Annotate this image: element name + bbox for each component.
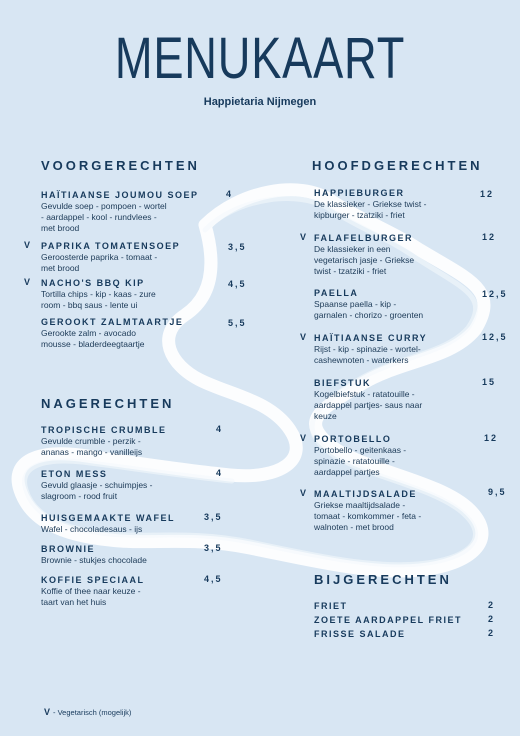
dish-description: Gevulde soep - pompoen - wortel - aardappel - kool - rundvlees - met brood: [41, 201, 167, 233]
side-dish-name: FRISSE SALADE: [314, 629, 406, 639]
section-heading-voorgerechten: VOORGERECHTEN: [41, 158, 200, 173]
dish-name: GEROOKT ZALMTAARTJE: [41, 317, 184, 327]
dish-price: 4,5: [228, 279, 247, 289]
section-heading-bijgerechten: BIJGERECHTEN: [314, 572, 452, 587]
side-dish-name: FRIET: [314, 601, 348, 611]
dish-price: 4: [216, 468, 224, 478]
dish-price: 4,5: [204, 574, 223, 584]
dish-description: Gevulde crumble - perzik - ananas - mango - vanilleijs: [41, 436, 143, 457]
dish-price: 12: [484, 433, 499, 443]
menu-item: [41, 240, 180, 274]
dish-name: FALAFELBURGER: [314, 233, 413, 243]
dish-price: 12: [480, 189, 495, 199]
dish-description: Wafel - chocoladesaus - ijs: [41, 524, 143, 534]
dish-name: NACHO'S BBQ KIP: [41, 278, 145, 288]
dish-name: PAELLA: [314, 288, 359, 298]
menu-item: [41, 316, 183, 350]
vegetarian-mark: V: [300, 332, 307, 342]
dish-name: PAPRIKA TOMATENSOEP: [41, 241, 181, 251]
dish-description: Gerookte zalm - avocado mousse - bladerdeegtaartje: [41, 328, 145, 349]
dish-name: BROWNIE: [41, 544, 95, 554]
dish-price: 15: [482, 377, 497, 387]
dish-name: HUISGEMAAKTE WAFEL: [41, 513, 175, 523]
dish-name: MAALTIJDSALADE: [314, 489, 417, 499]
dish-description: Brownie - stukjes chocolade: [41, 555, 147, 565]
menu-item: [41, 543, 147, 566]
dish-description: Kogelbiefstuk - ratatouille - aardappel partjes- saus naar keuze: [314, 389, 423, 421]
dish-description: Portobello - geitenkaas - spinazie - ratatouille - aardappel partjes: [314, 445, 407, 477]
menu-item: [314, 332, 427, 366]
dish-name: KOFFIE SPECIAAL: [41, 575, 145, 585]
menu-item: [41, 468, 153, 502]
vegetarian-mark: V: [300, 488, 307, 498]
vegetarian-mark: V: [300, 433, 307, 443]
legend-footer: [44, 707, 131, 717]
vegetarian-mark: V: [24, 277, 31, 287]
dish-description: Rijst - kip - spinazie - wortel- cashewnoten - waterkers: [314, 344, 421, 365]
dish-name: HAPPIEBURGER: [314, 188, 405, 198]
menu-item: [314, 488, 421, 533]
dish-description: De klassieker - Griekse twist - kipburger - tzatziki - friet: [314, 199, 427, 220]
vegetarian-legend-text: - Vegetarisch (mogelijk): [53, 708, 132, 717]
section-heading-hoofdgerechten: HOOFDGERECHTEN: [312, 158, 483, 173]
dish-name: ETON MESS: [41, 469, 108, 479]
dish-description: Tortilla chips - kip - kaas - zure room - bbq saus - lente ui: [41, 289, 156, 310]
dish-price: 2: [488, 628, 496, 638]
menu-item: [41, 424, 167, 458]
dish-description: Geroosterde paprika - tomaat - met brood: [41, 252, 158, 273]
vegetarian-mark: V: [24, 240, 31, 250]
dish-price: 2: [488, 600, 496, 610]
dish-name: HAÏTIAANSE CURRY: [314, 333, 428, 343]
dish-price: 3,5: [204, 543, 223, 553]
side-dish-name: ZOETE AARDAPPEL FRIET: [314, 615, 463, 625]
dish-price: 2: [488, 614, 496, 624]
dish-name: TROPISCHE CRUMBLE: [41, 425, 167, 435]
menu-item: [314, 187, 426, 221]
section-heading-nagerechten: NAGERECHTEN: [41, 396, 175, 411]
dish-price: 12,5: [482, 332, 508, 342]
dish-description: Spaanse paella - kip - garnalen - chorizo - groenten: [314, 299, 424, 320]
dish-price: 5,5: [228, 318, 247, 328]
menu-item: [314, 628, 406, 640]
page-title: MENUKAART: [114, 26, 406, 91]
dish-price: 12: [482, 232, 497, 242]
dish-name: BIEFSTUK: [314, 378, 371, 388]
dish-price: 4: [216, 424, 224, 434]
dish-price: 9,5: [488, 487, 507, 497]
vegetarian-mark: V: [300, 232, 307, 242]
dish-description: De klassieker in een vegetarisch jasje - Griekse twist - tzatziki - friet: [314, 244, 415, 276]
dish-price: 3,5: [204, 512, 223, 522]
menu-item: [41, 277, 156, 311]
dish-description: Koffie of thee naar keuze - taart van het huis: [41, 586, 141, 607]
dish-name: PORTOBELLO: [314, 434, 392, 444]
dish-price: 3,5: [228, 242, 247, 252]
menu-item: [314, 377, 422, 422]
page-subtitle: Happietaria Nijmegen: [203, 96, 317, 108]
dish-description: Griekse maaltijdsalade - tomaat - komkommer - feta - walnoten - met brood: [314, 500, 422, 532]
menu-item: [314, 287, 423, 321]
menu-item: [314, 433, 406, 478]
menu-item: [41, 512, 175, 535]
dish-name: HAÏTIAANSE JOUMOU SOEP: [41, 190, 199, 200]
menu-item: [314, 600, 348, 612]
menu-item: [314, 232, 414, 277]
dish-price: 12,5: [482, 289, 508, 299]
menu-item: [41, 574, 145, 608]
menu-item: [41, 189, 199, 234]
dish-price: 4: [226, 189, 234, 199]
menu-item: [314, 614, 462, 626]
dish-description: Gevuld glaasje - schuimpjes - slagroom - rood fruit: [41, 480, 153, 501]
vegetarian-legend-mark: V: [44, 707, 51, 717]
